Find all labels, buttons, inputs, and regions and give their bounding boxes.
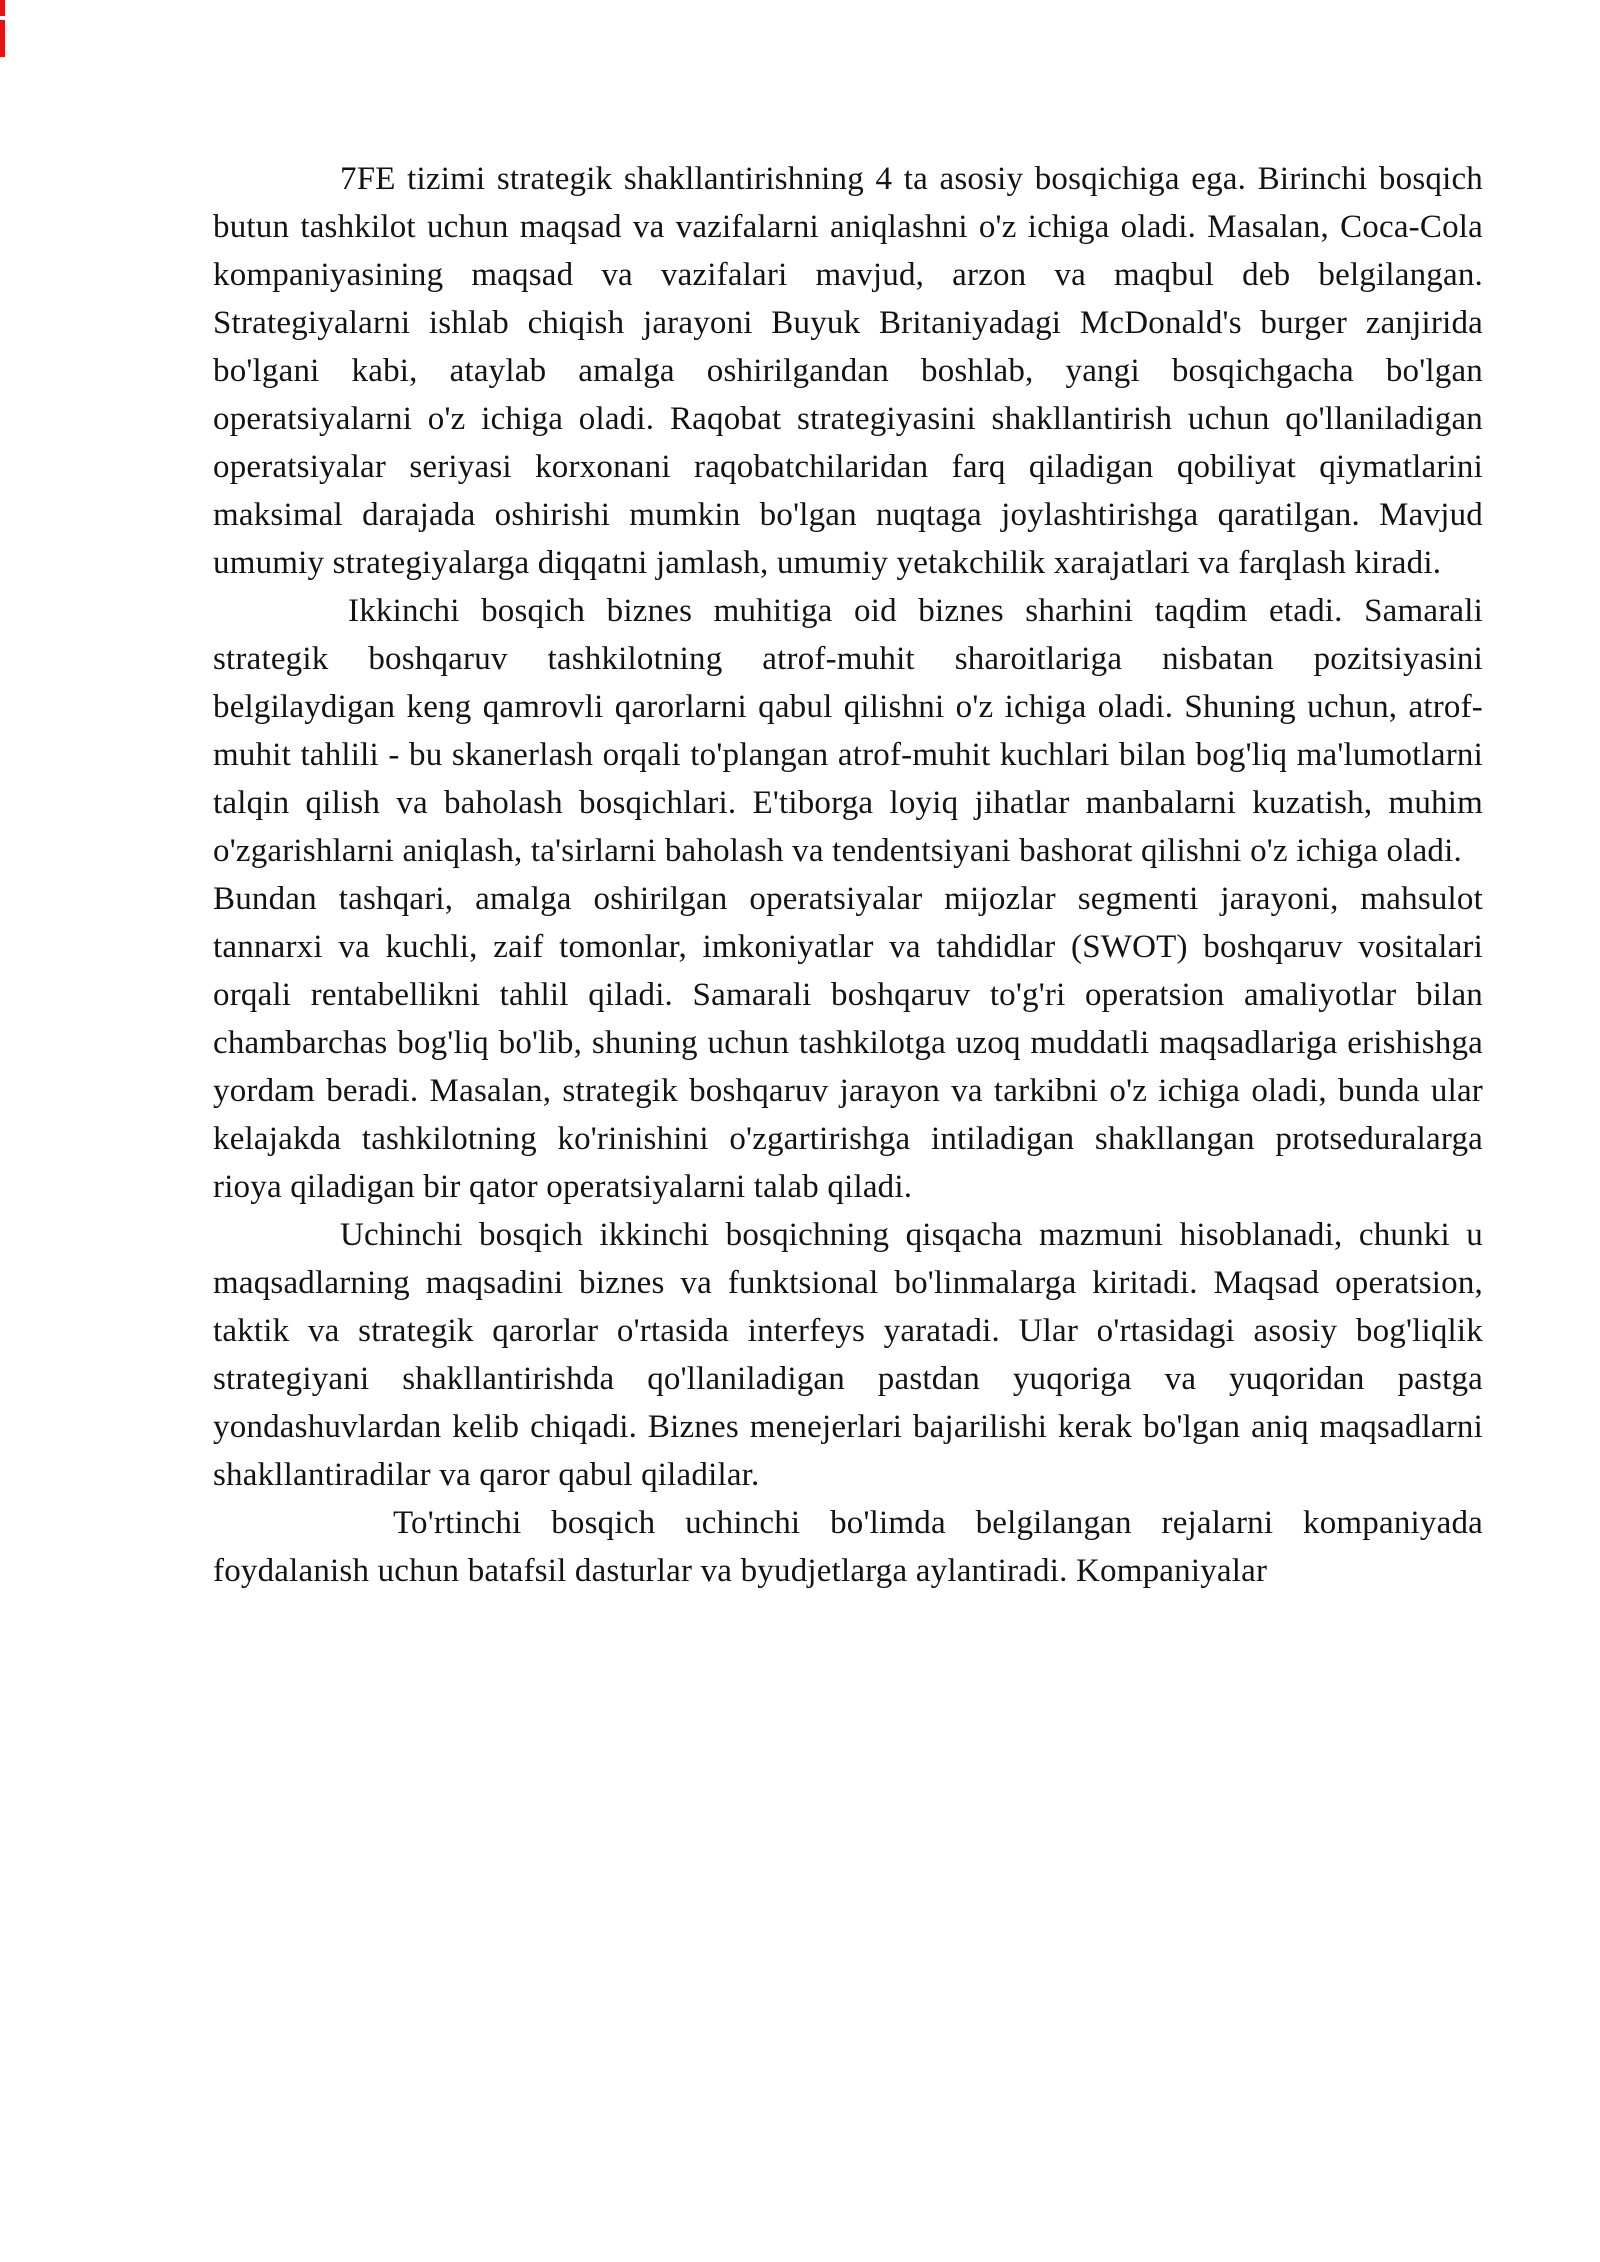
paragraph: 7FE tizimi strategik shakllantirishning 4 ta asosiy bosqichiga ega. Birinchi bosqich butun tashkilot uchun maqsad va vazifalarni aniqlashni o'z ichiga oladi. Masalan, Coca-Cola kompaniyasining maqsad va vazifalari mavjud, arzon va maqbul deb belgilangan. Strategiyalarni ishlab chiqish jarayoni Buyuk Britaniyadagi McDonald's burger zanjirida bo'lgani kabi, ataylab amalga oshirilgandan boshlab, yangi bosqichgacha bo'lgan operatsiyalarni o'z ichiga oladi. Raqobat strategiyasini shakllantirish uchun qo'llaniladigan operatsiyalar seriyasi korxonani raqobatchilaridan farq qiladigan qobiliyat qiymatlarini maksimal darajada oshirishi mumkin bo'lgan nuqtaga joylashtirishga qaratilgan. Mavjud umumiy strategiyalarga diqqatni jamlash, umumiy yetakchilik xarajatlari va farqlash kiradi. (213, 161, 1483, 581)
red-artifact-mark (0, 0, 5, 16)
red-artifact-mark (0, 20, 5, 57)
paragraph: Bundan tashqari, amalga oshirilgan operatsiyalar mijozlar segmenti jarayoni, mahsulot tannarxi va kuchli, zaif tomonlar, imkoniyatlar va tahdidlar (SWOT) boshqaruv vositalari orqali rentabellikni tahlil qiladi. Samarali boshqaruv to'g'ri operatsion amaliyotlar bilan chambarchas bog'liq bo'lib, shuning uchun tashkilotga uzoq muddatli maqsadlariga erishishga yordam beradi. Masalan, strategik boshqaruv jarayon va tarkibni o'z ichiga oladi, bunda ular kelajakda tashkilotning ko'rinishini o'zgartirishga intiladigan shakllangan protseduralarga rioya qiladigan bir qator operatsiyalarni talab qiladi. (213, 881, 1483, 1205)
paragraph: Uchinchi bosqich ikkinchi bosqichning qisqacha mazmuni hisoblanadi, chunki u maqsadlarning maqsadini biznes va funktsional bo'linmalarga kiritadi. Maqsad operatsion, taktik va strategik qarorlar o'rtasida interfeys yaratadi. Ular o'rtasidagi asosiy bog'liqlik strategiyani shakllantirishda qo'llaniladigan pastdan yuqoriga va yuqoridan pastga yondashuvlardan kelib chiqadi. Biznes menejerlari bajarilishi kerak bo'lgan aniq maqsadlarni shakllantiradilar va qaror qabul qiladilar. (213, 1217, 1483, 1493)
paragraph: Ikkinchi bosqich biznes muhitiga oid biznes sharhini taqdim etadi. Samarali strategik boshqaruv tashkilotning atrof-muhit sharoitlariga nisbatan pozitsiyasini belgilaydigan keng qamrovli qarorlarni qabul qilishni o'z ichiga oladi. Shuning uchun, atrof-muhit tahlili - bu skanerlash orqali to'plangan atrof-muhit kuchlari bilan bog'liq ma'lumotlarni talqin qilish va baholash bosqichlari. E'tiborga loyiq jihatlar manbalarni kuzatish, muhim o'zgarishlarni aniqlash, ta'sirlarni baholash va tendentsiyani bashorat qilishni o'z ichiga oladi. (213, 593, 1483, 869)
text-content (213, 155, 1483, 1595)
paragraph: To'rtinchi bosqich uchinchi bo'limda belgilangan rejalarni kompaniyada foydalanish uchun batafsil dasturlar va byudjetlarga aylantiradi. Kompaniyalar (213, 1505, 1483, 1589)
